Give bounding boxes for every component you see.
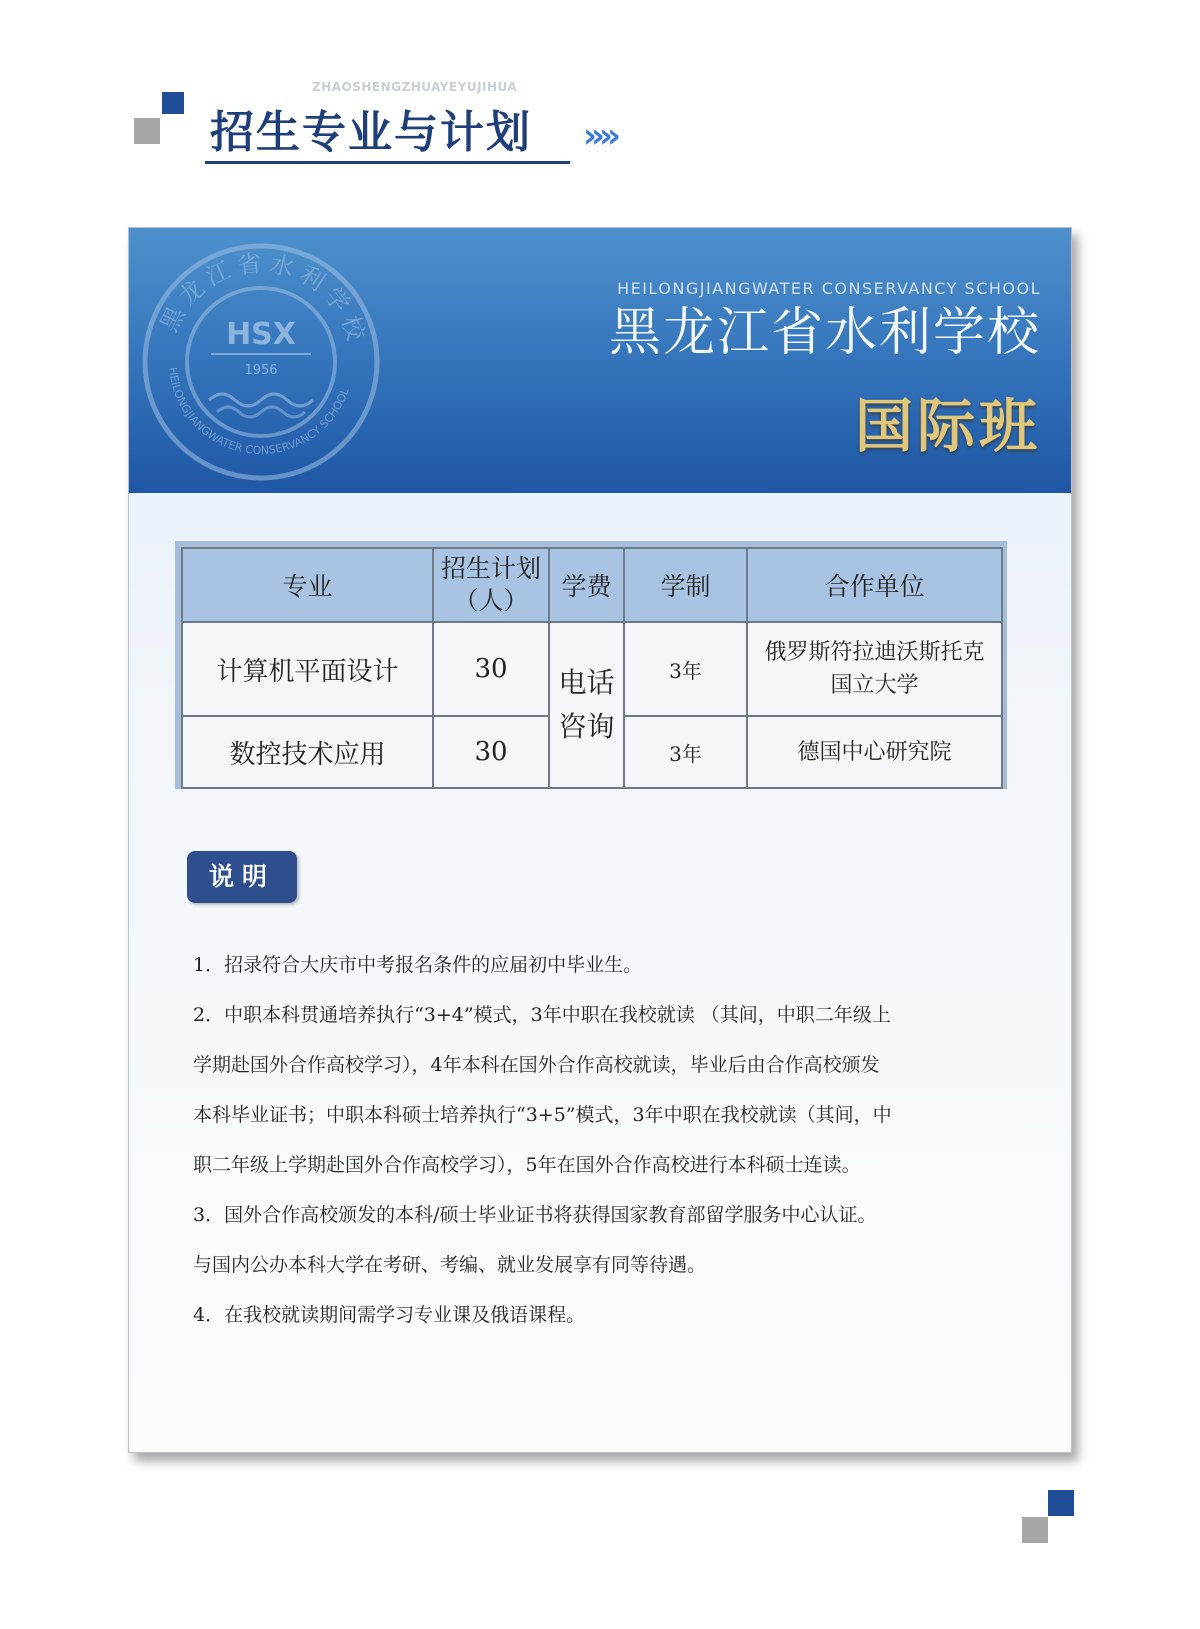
decor-square-gray-footer [1022, 1517, 1048, 1543]
cell-major: 数控技术应用 [182, 716, 433, 788]
school-banner [129, 228, 1071, 493]
decor-square-blue [162, 92, 184, 114]
seal-cn-text: 黑龙江省水利学校 [154, 249, 372, 350]
school-name-en: HEILONGJIANGWATER CONSERVANCY SCHOOL [617, 279, 1041, 298]
title-underline [205, 161, 570, 164]
cell-fee: 电话 咨询 [549, 622, 624, 788]
seal-year: 1956 [244, 363, 278, 378]
cell-major: 计算机平面设计 [182, 622, 433, 716]
header-partner: 合作单位 [747, 548, 1002, 622]
notes-line: 3．国外合作高校颁发的本科/硕士毕业证书将获得国家教育部留学服务中心认证。 [193, 1204, 877, 1226]
seal-en-text: HEILONGJIANGWATER CONSERVANCY SCHOOL [166, 366, 352, 458]
cell-partner: 俄罗斯符拉迪沃斯托克 国立大学 [747, 622, 1002, 716]
notes-line: 2．中职本科贯通培养执行“3+4”模式，3年中职在我校就读 （其间，中职二年级上 [193, 1004, 891, 1026]
table-row [182, 622, 1002, 716]
header-plan: 招生计划 （人） [433, 548, 549, 622]
seal-abbr: HSX [226, 317, 296, 352]
notes-line: 学期赴国外合作高校学习），4年本科在国外合作高校就读，毕业后由合作高校颁发 [193, 1054, 880, 1076]
cell-plan: 30 [433, 622, 549, 716]
double-chevron-icon: »» [583, 116, 615, 156]
school-name-cn: 黑龙江省水利学校 [608, 303, 1041, 363]
header-fee: 学费 [549, 548, 624, 622]
cell-duration: 3年 [624, 622, 747, 716]
notes-line: 本科毕业证书；中职本科硕士培养执行“3+5”模式，3年中职在我校就读（其间，中 [193, 1104, 892, 1126]
table-header-row [182, 548, 1002, 622]
cell-duration: 3年 [624, 716, 747, 788]
page-subtitle-pinyin: ZHAOSHENGZHUAYEYUJIHUA [312, 80, 518, 94]
notes-line: 1．招录符合大庆市中考报名条件的应届初中毕业生。 [193, 954, 643, 976]
school-seal-icon [139, 240, 383, 484]
notes-badge: 说明 [187, 851, 297, 903]
decor-square-gray [134, 118, 160, 144]
decor-square-blue-footer [1048, 1490, 1074, 1516]
notes-line: 职二年级上学期赴国外合作高校学习），5年在国外合作高校进行本科硕士连读。 [193, 1154, 861, 1176]
class-title: 国际班 [854, 392, 1041, 460]
enrollment-plan-table [181, 547, 1003, 789]
cell-partner: 德国中心研究院 [747, 716, 1002, 788]
cell-plan: 30 [433, 716, 549, 788]
page-title: 招生专业与计划 [210, 107, 532, 158]
header-duration: 学制 [624, 548, 747, 622]
program-card [128, 227, 1072, 1453]
notes-line: 4．在我校就读期间需学习专业课及俄语课程。 [193, 1304, 586, 1326]
plan-table-frame [175, 541, 1007, 789]
header-major: 专业 [182, 548, 433, 622]
notes-line: 与国内公办本科大学在考研、考编、就业发展享有同等待遇。 [193, 1254, 707, 1276]
notes-list [193, 940, 983, 1340]
